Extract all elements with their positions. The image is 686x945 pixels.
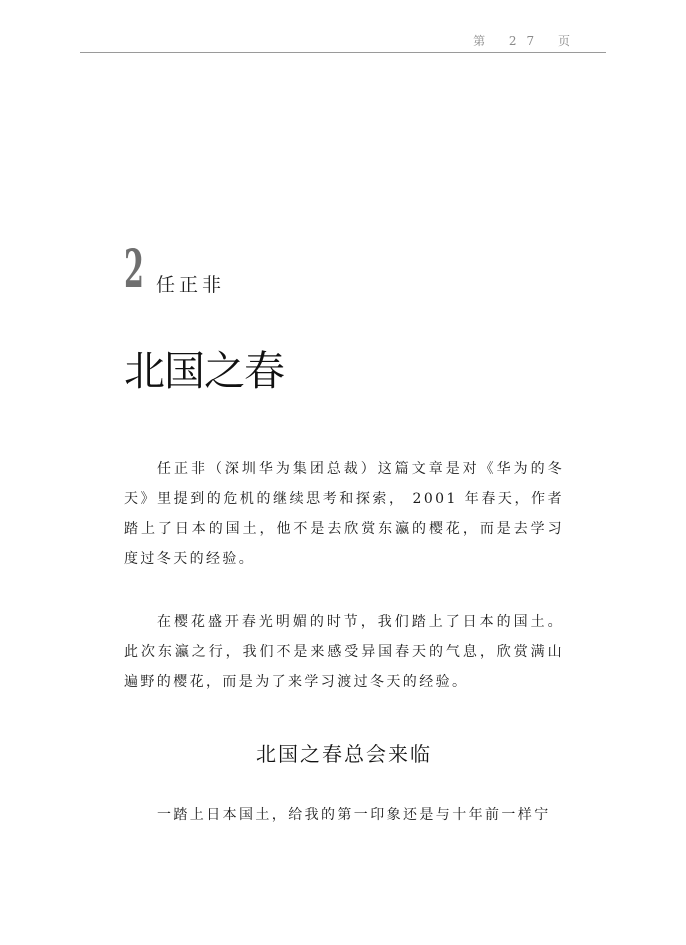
page-header bbox=[80, 28, 606, 53]
chapter-title: 北国之春 bbox=[124, 347, 284, 395]
chapter-number: 2 bbox=[124, 239, 144, 300]
page-number: 第 27 页 bbox=[473, 34, 580, 48]
body-paragraph-continued: 一踏上日本国土，给我的第一印象还是与十年前一样宁 bbox=[157, 807, 551, 823]
author-name: 任正非 bbox=[156, 274, 226, 296]
intro-paragraph: 任正非（深圳华为集团总裁）这篇文章是对《华为的冬天》里提到的危机的继续思考和探索， 2001 年春天，作者踏上了日本的国土，他不是去欣赏东瀛的樱花，而是去学习度过冬天的经验。 bbox=[124, 461, 564, 567]
section-subheading: 北国之春总会来临 bbox=[256, 742, 432, 766]
chapter-heading bbox=[124, 239, 424, 300]
body-paragraph: 在樱花盛开春光明媚的时节，我们踏上了日本的国土。此次东瀛之行，我们不是来感受异国春天的气息，欣赏满山遍野的樱花，而是为了来学习渡过冬天的经验。 bbox=[124, 614, 564, 690]
